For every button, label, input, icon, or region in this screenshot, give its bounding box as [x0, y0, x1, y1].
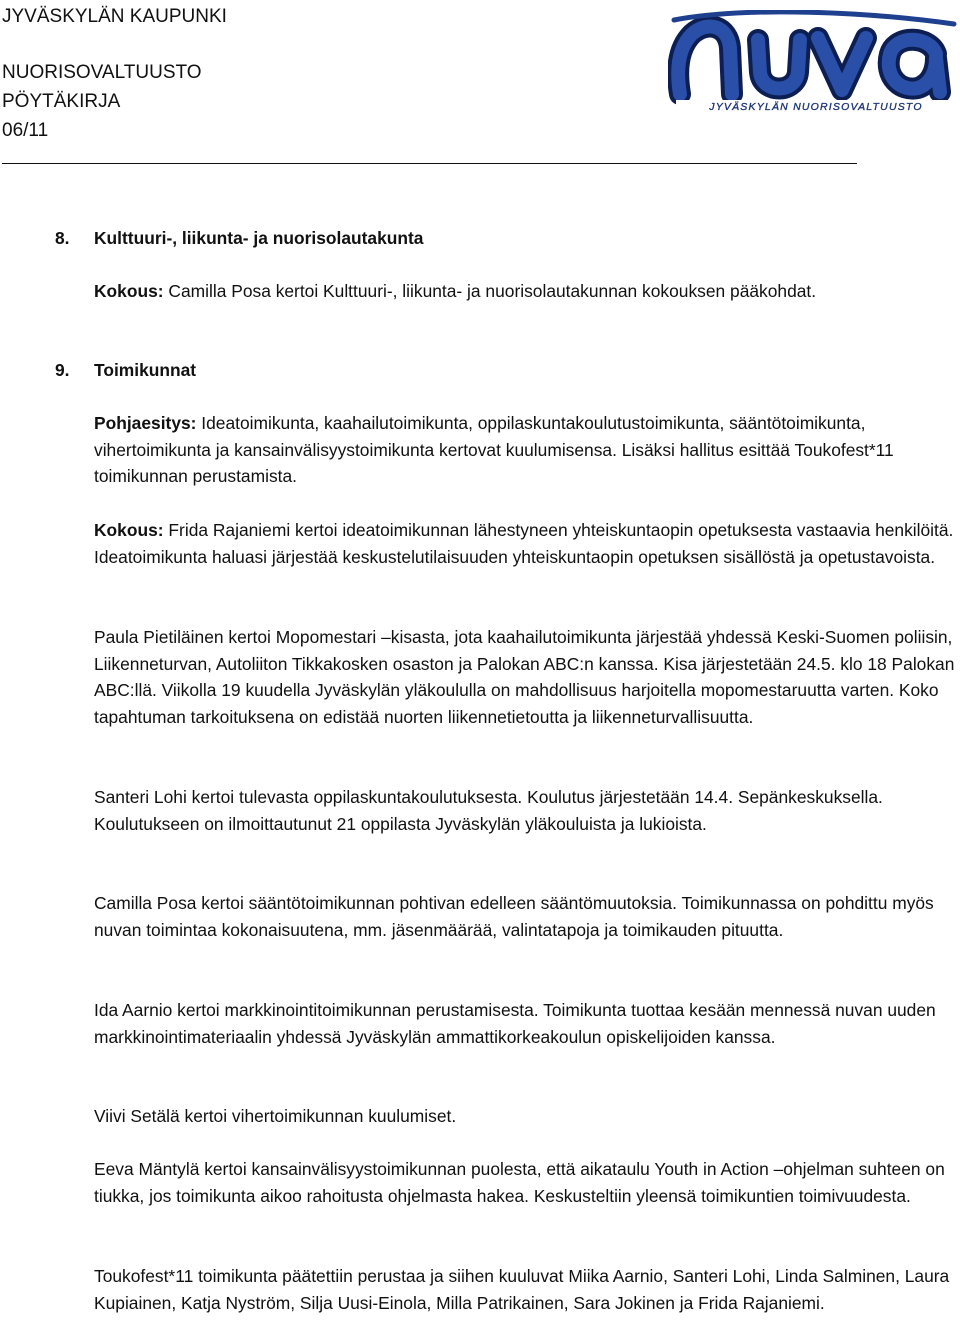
- section-9-pohjaesitys-label: Pohjaesitys:: [94, 413, 197, 433]
- section-8-kokous-text: Camilla Posa kertoi Kulttuuri-, liikunta- ja nuorisolautakunnan kokouksen pääkohdat.: [163, 281, 817, 301]
- section-9-kokous: [94, 517, 960, 570]
- section-8-kokous-label: Kokous:: [94, 281, 164, 301]
- section-8-heading: [55, 225, 423, 251]
- section-9-kokous-text: Frida Rajaniemi kertoi ideatoimikunnan lähestyneen yhteiskuntaopin opetuksesta vastaavia henkilöitä. Ideatoimikunta haluasi järjestää keskustelutilaisuuden yhteiskuntaopin opetuksen sisällöstä ja opetustavoista.: [94, 520, 954, 567]
- header-divider: [2, 163, 857, 164]
- section-9-number: 9.: [55, 360, 70, 380]
- city-name: JYVÄSKYLÄN KAUPUNKI: [2, 6, 227, 27]
- section-9-paragraph: Eeva Mäntylä kertoi kansainvälisyystoimikunnan puolesta, että aikataulu Youth in Action –ohjelman suhteen on tiukka, jos toimikunta aikoo rahoitusta ohjelmasta hakea. Keskusteltiin yleensä toimikuntien toimivuudesta.: [94, 1159, 945, 1206]
- section-8-number: 8.: [55, 228, 70, 248]
- section-9-heading: [55, 357, 196, 383]
- section-8-kokous: [94, 278, 960, 305]
- section-9-paragraph: Camilla Posa kertoi sääntötoimikunnan pohtivan edelleen sääntömuutoksia. Toimikunnassa on pohdittu myös nuvan toimintaa kokonaisuutena, mm. jäsenmäärää, valintatapoja ja toimikauden pituutta.: [94, 893, 934, 940]
- section-9-pohjaesitys-text: Ideatoimikunta, kaahailutoimikunta, oppilaskuntakoulutustoimikunta, sääntötoimikunta, vihertoimikunta ja kansainvälisyystoimikunta kertovat kuulumisensa. Lisäksi hallitus esittää Toukofest*11 toimikunnan perustamista.: [94, 413, 894, 486]
- section-9-paragraph: Ida Aarnio kertoi markkinointitoimikunnan perustamisesta. Toimikunta tuottaa kesään mennessä nuvan uuden markkinointimateriaalin yhdessä Jyväskylän ammattikorkeakoulun opiskelijoiden kanssa.: [94, 1000, 936, 1047]
- document-header: [2, 2, 227, 145]
- document-number: 06/11: [2, 120, 49, 141]
- section-9-paragraph: Santeri Lohi kertoi tulevasta oppilaskuntakoulutuksesta. Koulutus järjestetään 14.4. Sepänkeskuksella. Koulutukseen on ilmoittautunut 21 oppilasta Jyväskylän yläkouluista ja lukioista.: [94, 787, 883, 834]
- logo-tagline: JYVÄSKYLÄN NUORISOVALTUUSTO: [709, 101, 923, 113]
- section-9-paragraph: Paula Pietiläinen kertoi Mopomestari –kisasta, jota kaahailutoimikunta järjestää yhdessä Keski-Suomen poliisin, Liikenneturvan, Autoliiton Tikkakosken osaston ja Palokan ABC:n kanssa. Kisa järjestetään 24.5. klo 18 Palokan ABC:llä. Viikolla 19 kuudella Jyväskylän yläkoululla on mahdollisuus harjoitella mopomestaruutta varten. Koko tapahtuman tarkoituksena on edistää nuorten liikennetietoutta ja liikenneturvallisuutta.: [94, 627, 955, 727]
- section-9-paragraph: Viivi Setälä kertoi vihertoimikunnan kuulumiset.: [94, 1106, 457, 1126]
- section-9-kokous-label: Kokous:: [94, 520, 164, 540]
- section-9-paragraph: Toukofest*11 toimikunta päätettiin perustaa ja siihen kuuluvat Miika Aarnio, Santeri Lohi, Linda Salminen, Laura Kupiainen, Katja Nyström, Silja Uusi-Einola, Milla Patrikainen, Sara Jokinen ja Frida Rajaniemi.: [94, 1266, 950, 1313]
- nuva-logo: [668, 10, 958, 114]
- section-9-title: Toimikunnat: [94, 360, 197, 380]
- section-8-title: Kulttuuri-, liikunta- ja nuorisolautakunta: [94, 228, 424, 248]
- document-type: PÖYTÄKIRJA: [2, 91, 121, 112]
- section-9-pohjaesitys: [94, 410, 960, 490]
- council-name: NUORISOVALTUUSTO: [2, 62, 202, 83]
